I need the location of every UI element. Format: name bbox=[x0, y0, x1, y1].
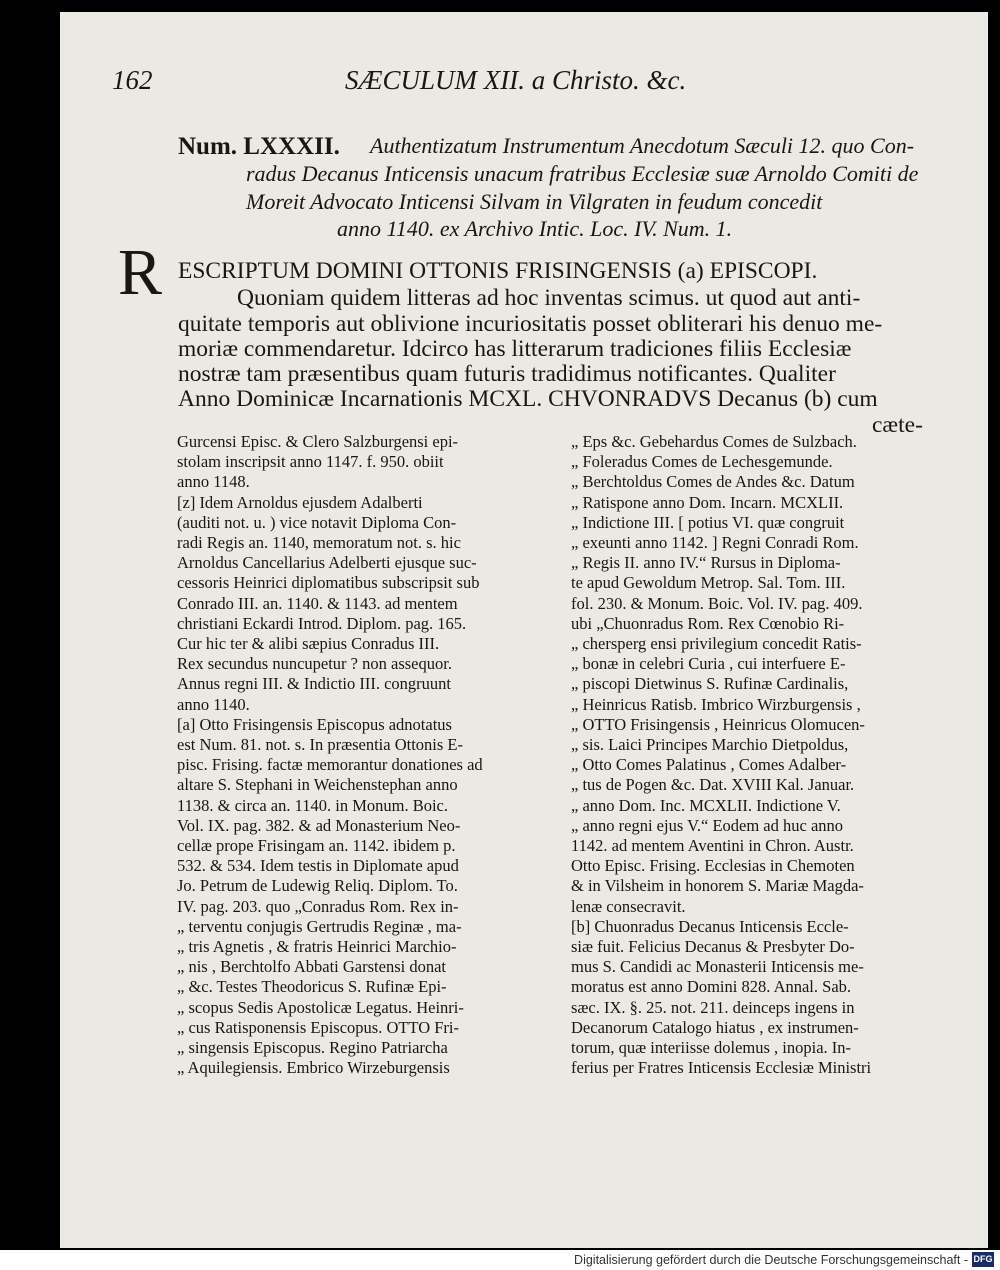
title-line: radus Decanus Inticensis unacum fratribus Ecclesiæ suæ Arnoldo Comiti de bbox=[246, 161, 919, 186]
footnote-line: fol. 230. & Monum. Boic. Vol. IV. pag. 409. bbox=[571, 593, 863, 613]
footnote-line: torum, quæ interiisse dolemus , inopia. In- bbox=[571, 1038, 852, 1057]
footnote-line: [z] Idem Arnoldus ejusdem Adalberti bbox=[177, 492, 423, 512]
title-line: Authentizatum Instrumentum Anecdotum Sæculi 12. quo Con- bbox=[370, 133, 915, 158]
footnote-line: altare S. Stephani in Weichenstephan anno bbox=[177, 775, 458, 795]
footnote-line: mus S. Candidi ac Monasterii Inticensis me- bbox=[571, 957, 864, 977]
footnote-line: „ Otto Comes Palatinus , Comes Adalber- bbox=[571, 755, 847, 775]
footnote-line: 532. & 534. Idem testis in Diplomate apud bbox=[177, 856, 459, 876]
footnote-line: pisc. Frising. factæ memorantur donationes ad bbox=[177, 755, 483, 775]
footnote-line: cessoris Heinrici diplomatibus subscripsit sub bbox=[177, 573, 480, 593]
body-line: Quoniam quidem litteras ad hoc inventas scimus. ut quod aut anti- bbox=[237, 285, 861, 311]
footnote-line: „ Eps &c. Gebehardus Comes de Sulzbach. bbox=[571, 432, 857, 451]
page-number: 162 bbox=[112, 65, 153, 95]
footnote-line: Otto Episc. Frising. Ecclesias in Chemoten bbox=[571, 856, 855, 876]
footnote-line: „ anno Dom. Inc. MCXLII. Indictione V. bbox=[571, 795, 841, 815]
footnote-line: sæc. IX. §. 25. not. 211. deinceps ingens in bbox=[571, 997, 855, 1017]
footnote-line: ubi „Chuonradus Rom. Rex Cœnobio Ri- bbox=[571, 613, 845, 633]
footnote-line: Vol. IX. pag. 382. & ad Monasterium Neo- bbox=[177, 815, 461, 835]
footnote-line: cellæ prope Frisingam an. 1142. ibidem p. bbox=[177, 836, 456, 855]
footnote-line: est Num. 81. not. s. In præsentia Ottonis E- bbox=[177, 735, 463, 754]
footnote-line: „ anno regni ejus V.“ Eodem ad huc anno bbox=[571, 815, 844, 835]
footnote-line: Cur hic ter & alibi sæpius Conradus III. bbox=[177, 634, 440, 653]
footnote-line: „ Berchtoldus Comes de Andes &c. Datum bbox=[571, 472, 855, 492]
footnote-line: „ Heinricus Ratisb. Imbrico Wirzburgensis , bbox=[571, 694, 861, 714]
footnote-line: „ exeunti anno 1142. ] Regni Conradi Rom. bbox=[571, 533, 859, 552]
footnote-line: lenæ consecravit. bbox=[571, 896, 686, 916]
footnote-line: ferius per Fratres Inticensis Ecclesiæ Ministri bbox=[571, 1058, 872, 1078]
footer-credit: Digitalisierung gefördert durch die Deutsche Forschungsgemeinschaft - bbox=[574, 1253, 968, 1267]
footnote-line: Conrado III. an. 1140. & 1143. ad mentem bbox=[177, 593, 458, 613]
footnote-line: [a] Otto Frisingensis Episcopus adnotatus bbox=[177, 714, 452, 734]
footnote-line: „ piscopi Dietwinus S. Rufinæ Cardinalis, bbox=[571, 674, 849, 694]
footnote-line: (auditi not. u. ) vice notavit Diploma Con- bbox=[177, 512, 457, 532]
body-line: quitate temporis aut oblivione incuriositatis posset obliterari his denuo me- bbox=[178, 311, 883, 337]
footnote-line: Jo. Petrum de Ludewig Reliq. Diplom. To. bbox=[177, 876, 458, 896]
footnote-line: Arnoldus Cancellarius Adelberti ejusque suc- bbox=[177, 553, 477, 573]
footnote-line: „ scopus Sedis Apostolicæ Legatus. Heinri- bbox=[177, 997, 464, 1017]
footnote-line: & in Vilsheim in honorem S. Mariæ Magda- bbox=[571, 876, 864, 896]
footnote-line: „ terventu conjugis Gertrudis Reginæ , ma- bbox=[177, 916, 462, 936]
body-line: Anno Dominicæ Incarnationis MCXL. CHVONRADVS Decanus (b) cum bbox=[178, 386, 878, 412]
footnote-line: „ sis. Laici Principes Marchio Dietpoldus, bbox=[571, 735, 849, 754]
footnote-line: „ Regis II. anno IV.“ Rursus in Diploma- bbox=[571, 553, 841, 573]
running-title: SÆCULUM XII. a Christo. &c. bbox=[345, 65, 687, 95]
footnote-line: „ nis , Berchtolfo Abbati Garstensi donat bbox=[177, 957, 446, 977]
drop-cap: R bbox=[118, 236, 163, 309]
footnote-line: „ tus de Pogen &c. Dat. XVIII Kal. Januar. bbox=[571, 775, 855, 795]
dfg-logo: DFG bbox=[972, 1252, 994, 1267]
footnote-line: „ OTTO Frisingensis , Heinricus Olomucen- bbox=[571, 714, 865, 734]
footnote-line: 1138. & circa an. 1140. in Monum. Boic. bbox=[177, 795, 448, 815]
body-line: cæte- bbox=[872, 412, 923, 438]
footnote-line: [b] Chuonradus Decanus Inticensis Eccle- bbox=[571, 916, 849, 936]
footnote-line: „ Indictione III. [ potius VI. quæ congruit bbox=[571, 512, 845, 532]
footnote-line: 1142. ad mentem Aventini in Chron. Austr. bbox=[571, 836, 854, 855]
footnote-line: „ cus Ratisponensis Episcopus. OTTO Fri- bbox=[177, 1017, 460, 1037]
footnote-line: Annus regni III. & Indictio III. congruunt bbox=[177, 674, 452, 694]
title-line: anno 1140. ex Archivo Intic. Loc. IV. Num. 1. bbox=[337, 216, 733, 241]
body-line: ESCRIPTUM DOMINI OTTONIS FRISINGENSIS (a) EPISCOPI. bbox=[178, 258, 818, 284]
footnote-line: Rex secundus nuncupetur ? non assequor. bbox=[177, 654, 452, 674]
document-number: Num. LXXXII. bbox=[178, 133, 340, 160]
footnote-line: „ Foleradus Comes de Lechesgemunde. bbox=[571, 452, 833, 472]
footnote-line: siæ fuit. Felicius Decanus & Presbyter Do- bbox=[571, 937, 855, 956]
footnote-line: Gurcensi Episc. & Clero Salzburgensi epi- bbox=[177, 432, 459, 451]
footnote-line: christiani Eckardi Introd. Diplom. pag. 165. bbox=[177, 613, 467, 633]
footnote-line: IV. pag. 203. quo „Conradus Rom. Rex in- bbox=[177, 896, 459, 916]
footnote-line: „ bonæ in celebri Curia , cui interfuere E- bbox=[571, 654, 846, 674]
body-line: nostræ tam præsentibus quam futuris tradidimus notificantes. Qualiter bbox=[178, 361, 836, 387]
footnote-line: „ Ratispone anno Dom. Incarn. MCXLII. bbox=[571, 492, 844, 512]
footnote-line: „ &c. Testes Theodoricus S. Rufinæ Epi- bbox=[177, 977, 447, 997]
footnote-line: stolam inscripsit anno 1147. f. 950. obiit bbox=[177, 452, 444, 472]
footnote-line: te apud Gewoldum Metrop. Sal. Tom. III. bbox=[571, 573, 846, 593]
footnote-line: Decanorum Catalogo hiatus , ex instrumen- bbox=[571, 1017, 859, 1037]
footnote-line: „ singensis Episcopus. Regino Patriarcha bbox=[177, 1038, 448, 1057]
footnote-line: moratus est anno Domini 828. Annal. Sab. bbox=[571, 977, 852, 997]
body-line: moriæ commendaretur. Idcirco has litterarum tradiciones filiis Ecclesiæ bbox=[178, 336, 852, 362]
footnote-line: anno 1148. bbox=[177, 472, 250, 492]
footnote-line: „ Aquilegiensis. Embrico Wirzeburgensis bbox=[177, 1058, 450, 1078]
title-line: Moreit Advocato Inticensi Silvam in Vilgraten in feudum concedit bbox=[246, 189, 823, 214]
footnote-line: „ chersperg ensi privilegium concedit Ratis- bbox=[571, 634, 862, 653]
footnote-line: „ tris Agnetis , & fratris Heinrici Marchio- bbox=[177, 937, 457, 956]
footnote-line: radi Regis an. 1140, memoratum not. s. hic bbox=[177, 533, 461, 552]
footnote-line: anno 1140. bbox=[177, 694, 250, 714]
